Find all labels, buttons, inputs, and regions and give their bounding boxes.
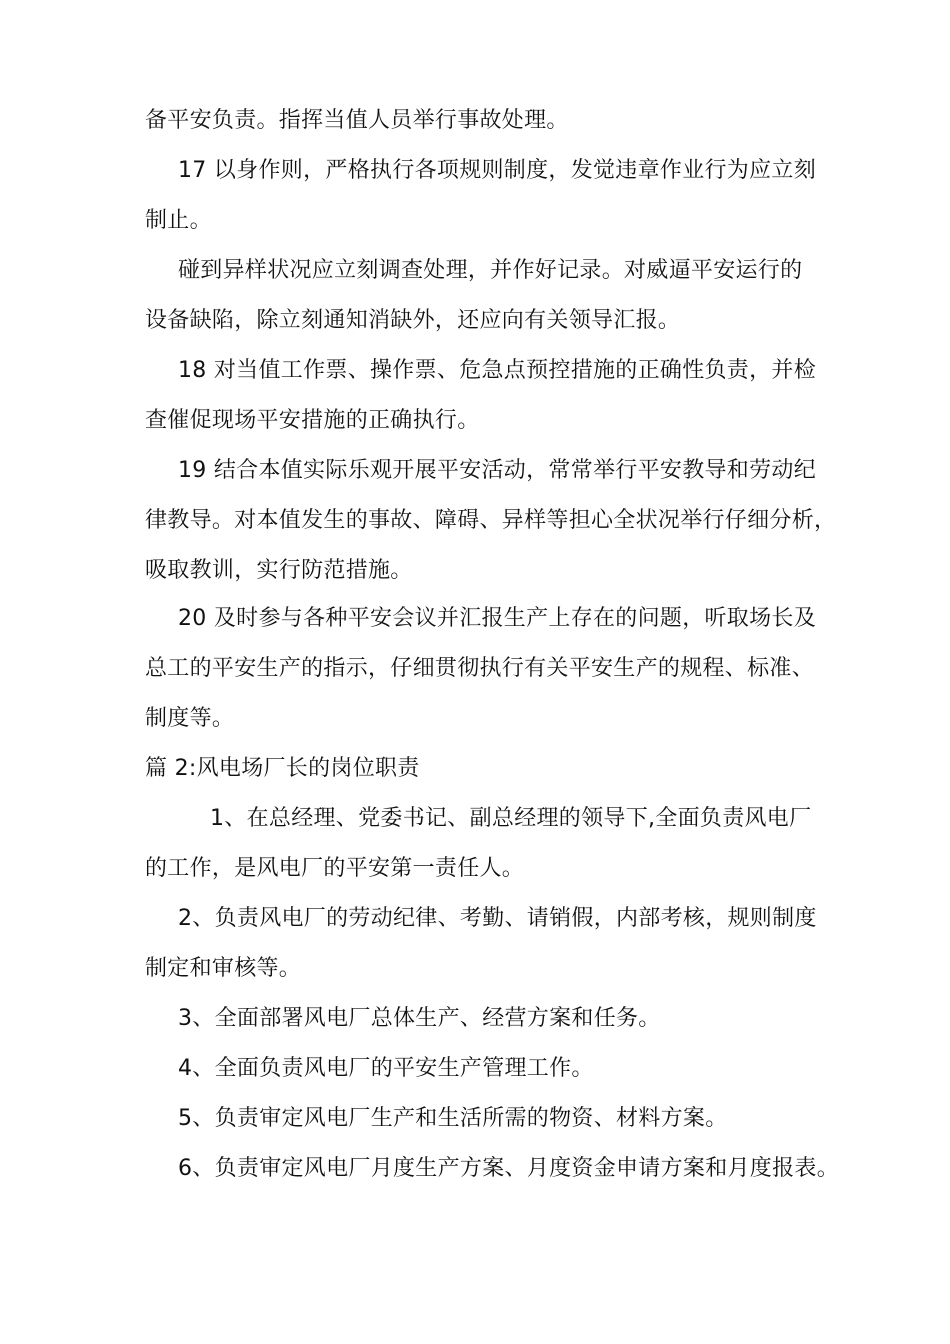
text-line: 的工作，是风电厂的平安第一责任人。 — [145, 856, 525, 881]
text-line: 制止。 — [145, 208, 212, 233]
text-line: 制定和审核等。 — [145, 956, 302, 981]
text-line: 1、在总经理、党委书记、副总经理的领导下,全面负责风电厂 — [210, 806, 812, 831]
text-line: 19 结合本值实际乐观开展平安活动，常常举行平安教导和劳动纪 — [178, 458, 816, 483]
text-line: 查催促现场平安措施的正确执行。 — [145, 408, 480, 433]
text-line: 20 及时参与各种平安会议并汇报生产上存在的问题，听取场长及 — [178, 606, 816, 631]
text-line: 吸取教训，实行防范措施。 — [145, 558, 413, 583]
text-line: 总工的平安生产的指示，仔细贯彻执行有关平安生产的规程、标准、 — [145, 656, 815, 681]
text-line: 碰到异样状况应立刻调查处理，并作好记录。对威逼平安运行的 — [178, 258, 803, 283]
text-line: 17 以身作则，严格执行各项规则制度，发觉违章作业行为应立刻 — [178, 158, 816, 183]
text-line: 18 对当值工作票、操作票、危急点预控措施的正确性负责，并检 — [178, 358, 816, 383]
text-line: 4、全面负责风电厂的平安生产管理工作。 — [178, 1056, 594, 1081]
text-line: 2、负责风电厂的劳动纪律、考勤、请销假，内部考核，规则制度 — [178, 906, 817, 931]
text-line: 制度等。 — [145, 706, 235, 731]
text-line: 设备缺陷，除立刻通知消缺外，还应向有关领导汇报。 — [145, 308, 681, 333]
text-line: 6、负责审定风电厂月度生产方案、月度资金申请方案和月度报表。 — [178, 1156, 839, 1181]
text-line: 3、全面部署风电厂总体生产、经营方案和任务。 — [178, 1006, 661, 1031]
text-line: 5、负责审定风电厂生产和生活所需的物资、材料方案。 — [178, 1106, 728, 1131]
text-line: 律教导。对本值发生的事故、障碍、异样等担心全状况举行仔细分析， — [145, 508, 837, 533]
section-heading: 篇 2:风电场厂长的岗位职责 — [145, 756, 420, 781]
text-line: 备平安负责。指挥当值人员举行事故处理。 — [145, 108, 569, 133]
